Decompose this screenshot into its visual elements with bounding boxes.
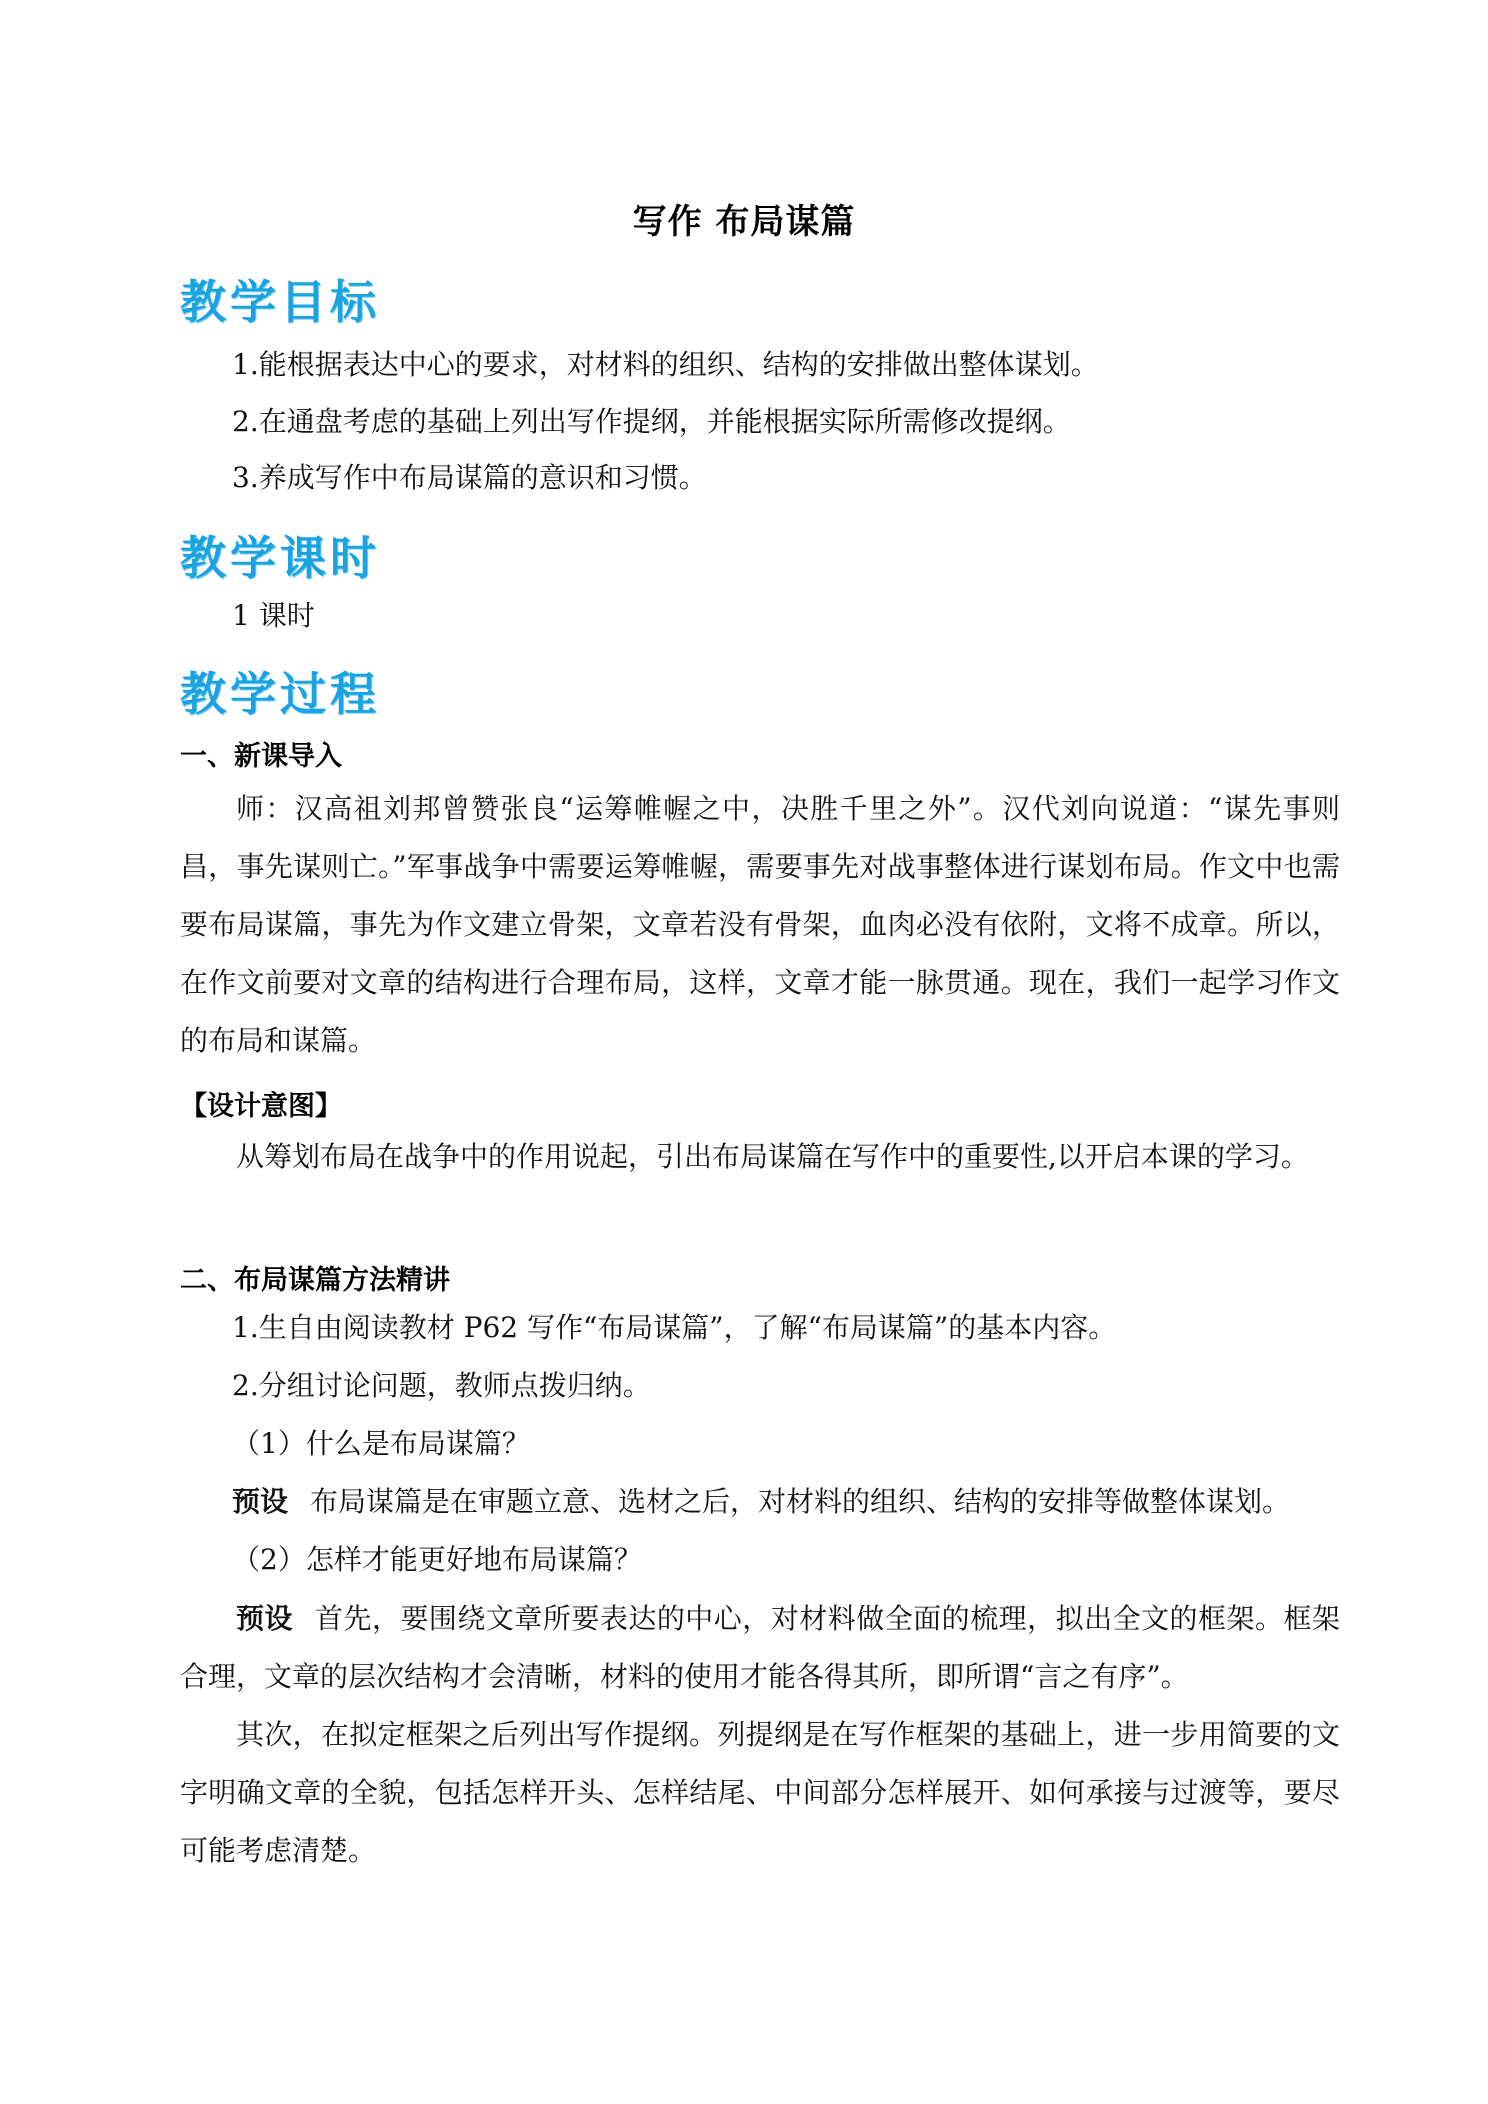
part2-item-1: 1.生自由阅读教材 P62 写作“布局谋篇”，了解“布局谋篇”的基本内容。 bbox=[232, 1311, 1117, 1344]
design-intent-heading: 【设计意图】 bbox=[180, 1091, 342, 1122]
answer-2-text: 首先，要围绕文章所要表达的中心，对材料做全面的梳理，拟出全文的框架。框架合理，文章的层次结构才会清晰，材料的使用才能各得其所，即所谓“言之有序”。 bbox=[180, 1602, 1340, 1693]
part2-item-2: 2.分组讨论问题，教师点拨归纳。 bbox=[232, 1369, 651, 1402]
goal-item-3: 3.养成写作中布局谋篇的意识和习惯。 bbox=[232, 461, 707, 494]
section-heading-hours: 教学课时 bbox=[180, 531, 380, 585]
answer-1 bbox=[232, 1482, 1290, 1522]
section-heading-goals: 教学目标 bbox=[180, 275, 380, 329]
part1-paragraph: 师：汉高祖刘邦曾赞张良“运筹帷幄之中，决胜千里之外”。汉代刘向说道：“谋先事则昌，事先谋则亡。”军事战争中需要运筹帷幄，需要事先对战事整体进行谋划布局。作文中也需要布局谋篇，事先为作文建立骨架，文章若没有骨架，血肉必没有依附，文将不成章。所以，在作文前要对文章的结构进行合理布局，这样，文章才能一脉贯通。现在，我们一起学习作文的布局和谋篇。 bbox=[180, 792, 1340, 1057]
section-heading-process: 教学过程 bbox=[180, 667, 380, 721]
question-2: （2）怎样才能更好地布局谋篇？ bbox=[232, 1543, 642, 1576]
goal-item-2: 2.在通盘考虑的基础上列出写作提纲，并能根据实际所需修改提纲。 bbox=[232, 405, 1071, 438]
part1-heading: 一、新课导入 bbox=[180, 741, 342, 772]
question-1: （1）什么是布局谋篇？ bbox=[232, 1427, 530, 1460]
part2-heading: 二、布局谋篇方法精讲 bbox=[180, 1265, 450, 1296]
preset-label: 预设 bbox=[232, 1485, 289, 1518]
part2-paragraph-3: 其次，在拟定框架之后列出写作提纲。列提纲是在写作框架的基础上，进一步用简要的文字明确文章的全貌，包括怎样开头、怎样结尾、中间部分怎样展开、如何承接与过渡等，要尽可能考虑清楚。 bbox=[180, 1718, 1340, 1867]
goal-item-1: 1.能根据表达中心的要求，对材料的组织、结构的安排做出整体谋划。 bbox=[232, 348, 1099, 381]
answer-2 bbox=[180, 1590, 1340, 1706]
design-intent-paragraph: 从筹划布局在战争中的作用说起，引出布局谋篇在写作中的重要性,以开启本课的学习。 bbox=[236, 1140, 1309, 1173]
preset-label: 预设 bbox=[236, 1602, 293, 1635]
document-title: 写作 布局谋篇 bbox=[632, 202, 856, 242]
hours-text: 1 课时 bbox=[232, 599, 315, 632]
answer-1-text: 布局谋篇是在审题立意、选材之后，对材料的组织、结构的安排等做整体谋划。 bbox=[310, 1485, 1291, 1518]
